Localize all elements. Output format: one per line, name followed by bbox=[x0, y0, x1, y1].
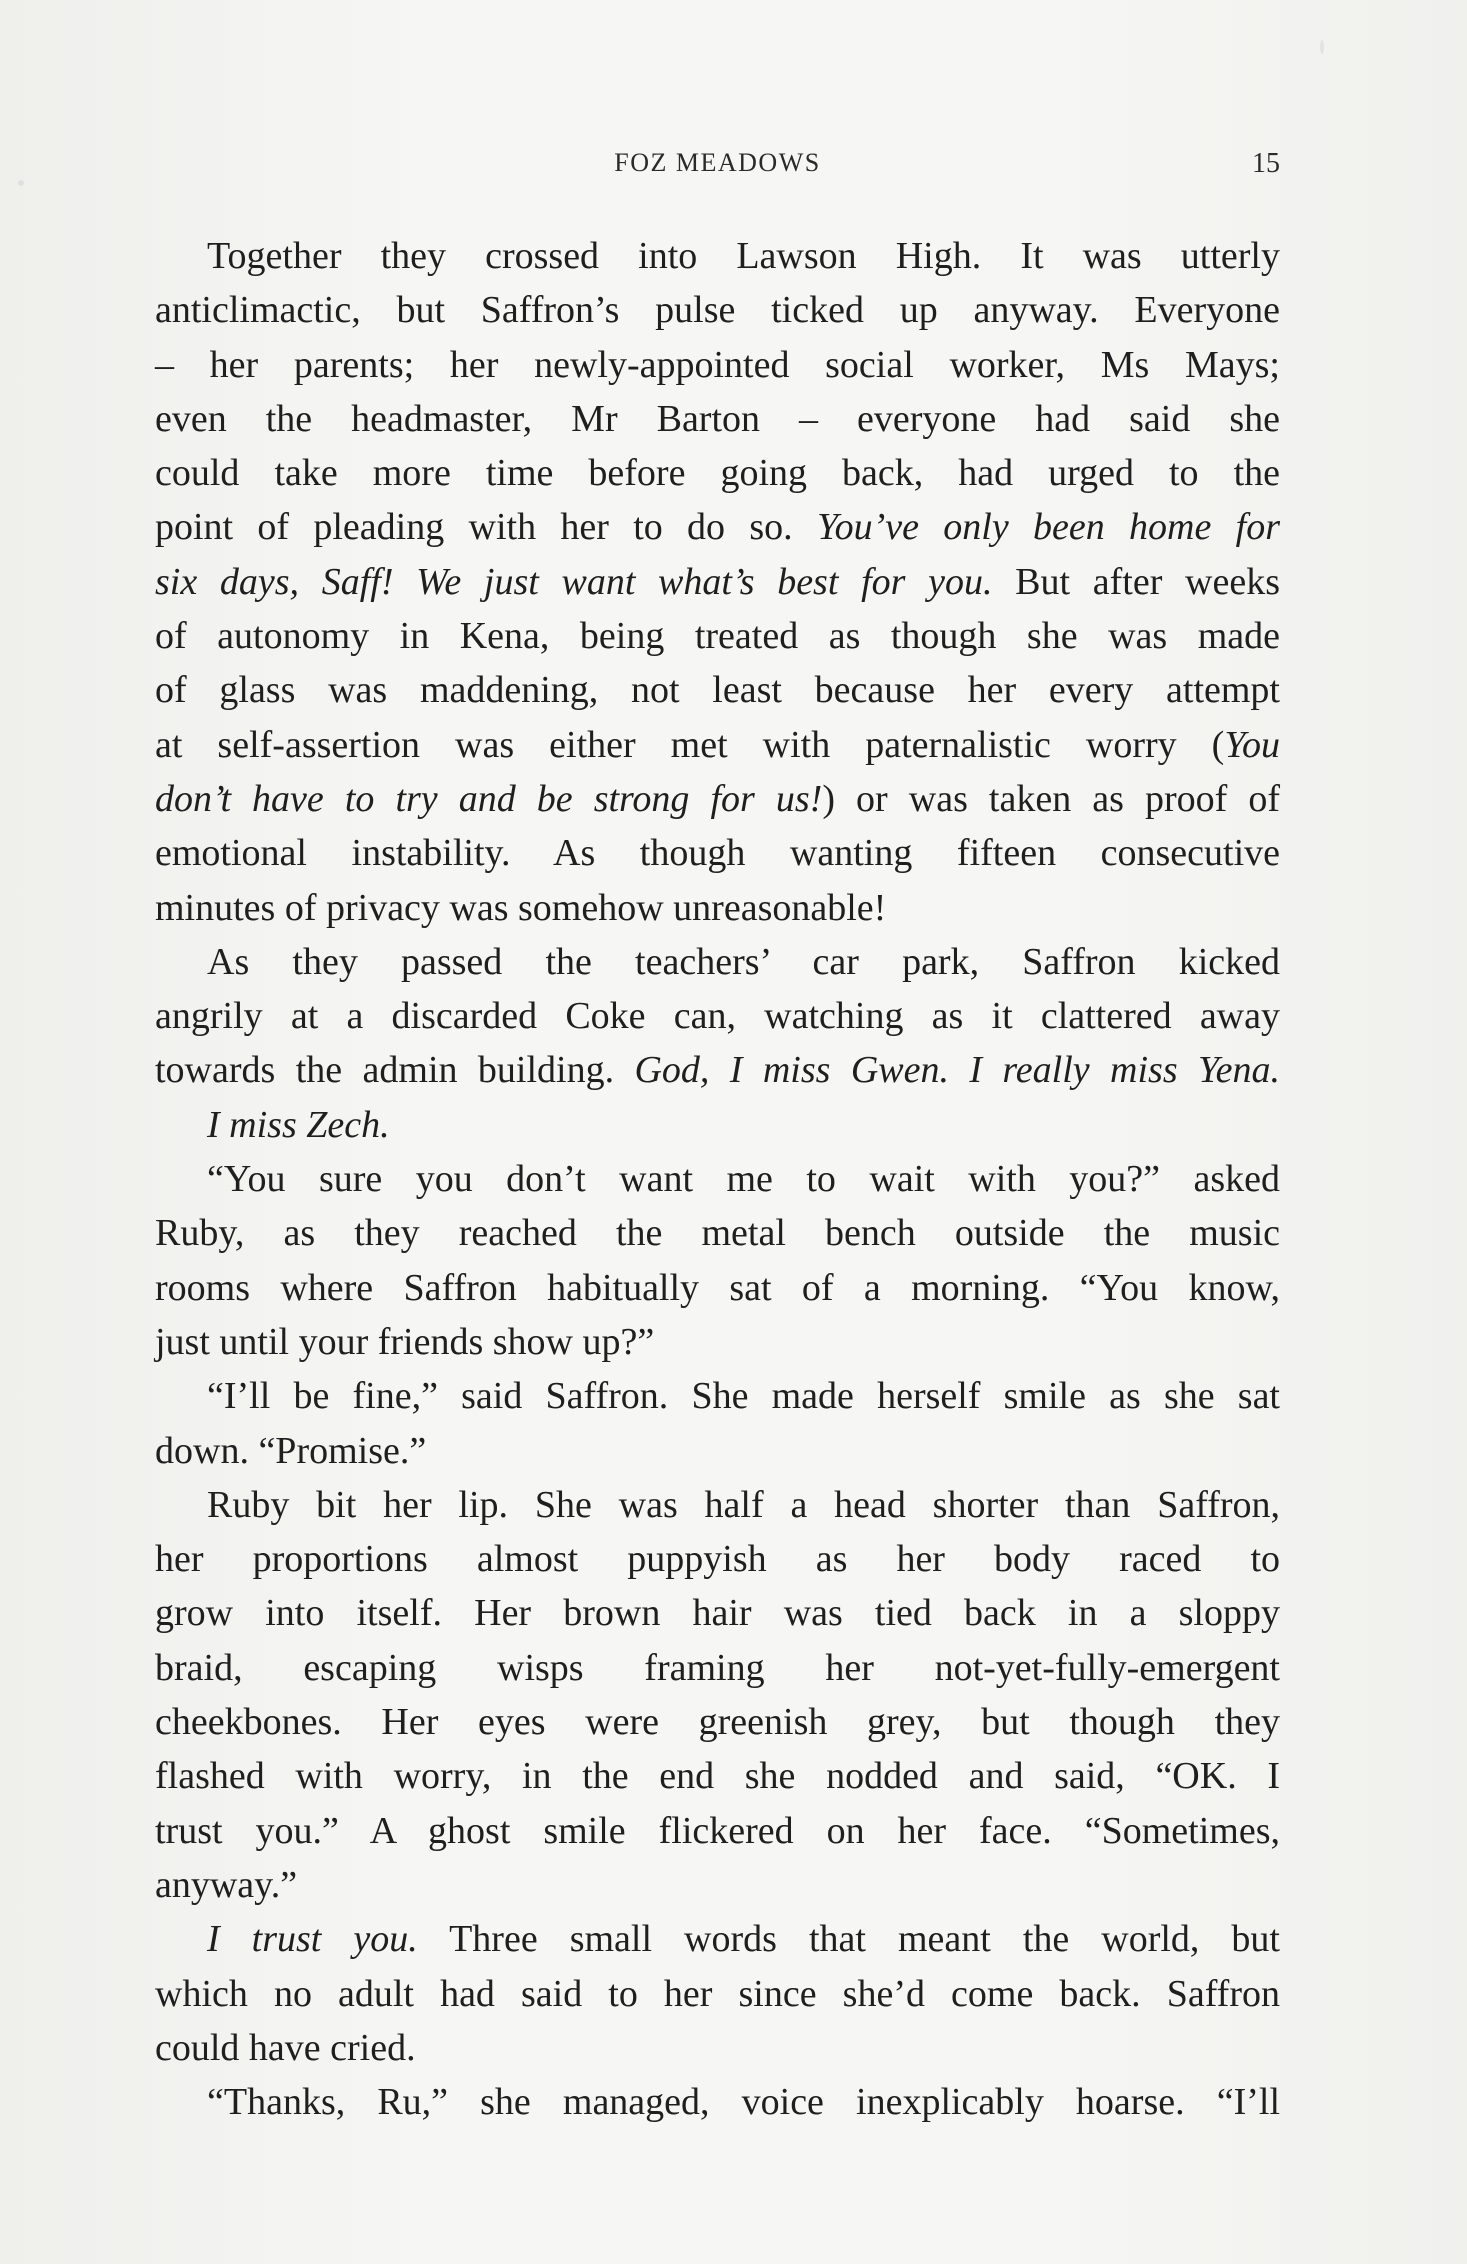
text-italic: God, I miss Gwen. I really miss Yena. bbox=[634, 1049, 1281, 1092]
text-line: “Thanks, Ru,” she managed, voice inexplicably hoarse. “I’ll bbox=[207, 2081, 1280, 2124]
page-number: 15 bbox=[1252, 148, 1280, 179]
text-line: of glass was maddening, not least because her every attempt bbox=[155, 669, 1280, 712]
text-line bbox=[155, 772, 1280, 826]
text-roman: point of pleading with her to do so. bbox=[155, 506, 817, 549]
text-line: emotional instability. As though wanting fifteen consecutive bbox=[155, 832, 1280, 875]
running-head bbox=[155, 148, 1280, 188]
text-line: flashed with worry, in the end she nodded and said, “OK. I bbox=[155, 1755, 1280, 1798]
text-roman: But after weeks bbox=[992, 560, 1280, 603]
text-line: could take more time before going back, had urged to the bbox=[155, 452, 1280, 495]
text-line: grow into itself. Her brown hair was tied back in a sloppy bbox=[155, 1592, 1280, 1635]
text-line bbox=[155, 1098, 1280, 1152]
text-roman: ) or was taken as proof of bbox=[822, 777, 1280, 820]
text-line: her proportions almost puppyish as her body raced to bbox=[155, 1538, 1280, 1581]
running-head-author: FOZ MEADOWS bbox=[614, 148, 821, 177]
text-roman: towards the admin building. bbox=[155, 1049, 635, 1092]
text-line: anticlimactic, but Saffron’s pulse ticked up anyway. Everyone bbox=[155, 289, 1280, 332]
text-line: which no adult had said to her since she’d come back. Saffron bbox=[155, 1972, 1280, 2015]
paper-speck bbox=[18, 180, 24, 186]
text-line: could have cried. bbox=[155, 2026, 416, 2069]
text-line: anyway.” bbox=[155, 1863, 298, 1906]
text-line: angrily at a discarded Coke can, watching as it clattered away bbox=[155, 995, 1280, 1038]
text-line: Together they crossed into Lawson High. It was utterly bbox=[207, 235, 1280, 277]
text-line: Ruby, as they reached the metal bench outside the music bbox=[155, 1212, 1280, 1255]
text-line bbox=[155, 718, 1280, 772]
text-line bbox=[155, 1043, 1280, 1097]
body-text bbox=[155, 229, 1280, 2129]
text-line bbox=[155, 1912, 1280, 1966]
text-line: Ruby bit her lip. She was half a head shorter than Saffron, bbox=[207, 1483, 1280, 1526]
paper-speck bbox=[1320, 40, 1324, 54]
text-italic: You’ve only been home for bbox=[816, 506, 1280, 549]
text-line: minutes of privacy was somehow unreasonable! bbox=[155, 886, 887, 929]
text-line: even the headmaster, Mr Barton – everyone had said she bbox=[155, 397, 1280, 440]
text-line bbox=[155, 555, 1280, 609]
text-line: As they passed the teachers’ car park, Saffron kicked bbox=[207, 940, 1280, 983]
text-line: down. “Promise.” bbox=[155, 1429, 427, 1472]
text-line: braid, escaping wisps framing her not-yet-fully-emergent bbox=[155, 1646, 1280, 1689]
text-line: – her parents; her newly-appointed social worker, Ms Mays; bbox=[155, 343, 1280, 386]
text-line bbox=[155, 500, 1280, 554]
text-roman: Three small words that meant the world, but bbox=[417, 1918, 1280, 1961]
text-line: trust you.” A ghost smile flickered on her face. “Sometimes, bbox=[155, 1809, 1280, 1852]
text-italic: don’t have to try and be strong for us! bbox=[155, 777, 823, 820]
text-line: “You sure you don’t want me to wait with you?” asked bbox=[207, 1158, 1280, 1201]
text-line: rooms where Saffron habitually sat of a morning. “You know, bbox=[155, 1266, 1280, 1309]
text-line: “I’ll be fine,” said Saffron. She made herself smile as she sat bbox=[207, 1375, 1280, 1418]
text-roman: at self-assertion was either met with paternalistic worry ( bbox=[155, 723, 1225, 766]
text-line: of autonomy in Kena, being treated as though she was made bbox=[155, 615, 1280, 658]
text-line: cheekbones. Her eyes were greenish grey, but though they bbox=[155, 1701, 1280, 1744]
text-italic: six days, Saff! We just want what’s best for you. bbox=[155, 560, 993, 603]
text-italic: I trust you. bbox=[207, 1918, 418, 1961]
text-line: just until your friends show up?” bbox=[155, 1320, 655, 1363]
text-italic: I miss Zech. bbox=[207, 1103, 390, 1146]
text-italic: You bbox=[1224, 723, 1280, 766]
